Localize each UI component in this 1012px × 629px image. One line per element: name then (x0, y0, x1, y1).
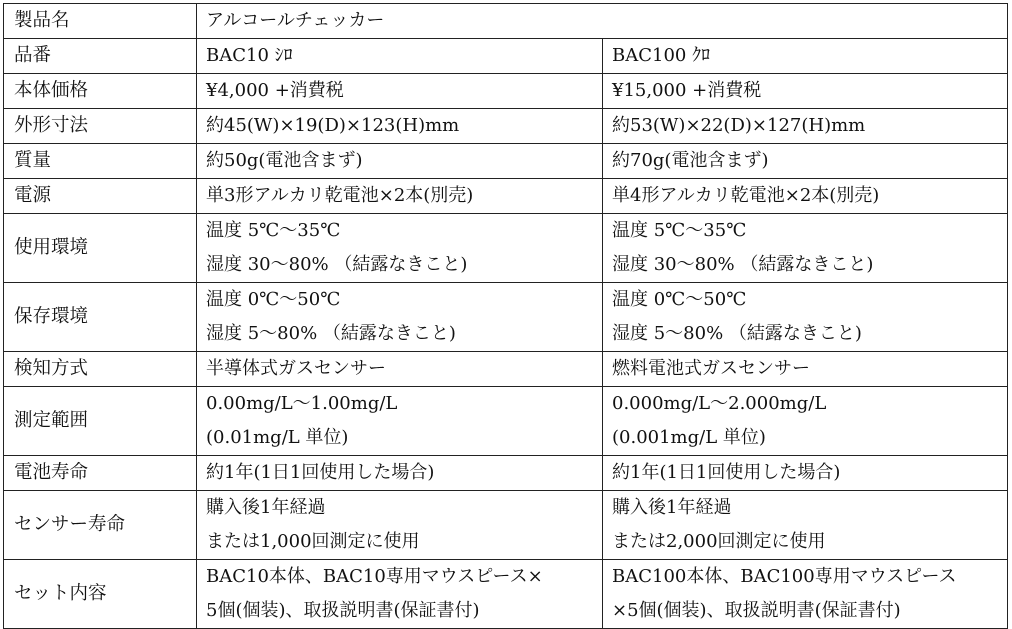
table-row (4, 144, 1008, 179)
cell-line: 湿度 5～80% （結露なきこと) (206, 323, 456, 344)
table-row (4, 283, 1008, 352)
table-row (4, 352, 1008, 387)
cell-line: 温度 0℃～50℃ (612, 289, 747, 310)
cell-line: ¥15,000 +消費税 (612, 80, 762, 101)
row-label-storage-env: 保存環境 (4, 283, 197, 352)
bac100-cell (603, 39, 1008, 74)
bac100-cell (603, 109, 1008, 144)
cell-line: 5個(個装)、取扱説明書(保証書付) (206, 600, 480, 621)
bac10-cell (197, 39, 603, 74)
bac10-cell (197, 560, 603, 629)
table-row (4, 4, 1008, 39)
table-row (4, 74, 1008, 109)
bac100-cell (603, 352, 1008, 387)
row-label-operating-env: 使用環境 (4, 214, 197, 283)
table-row (4, 491, 1008, 560)
table-row (4, 109, 1008, 144)
cell-line: ×5個(個装)、取扱説明書(保証書付) (612, 600, 901, 621)
cell-line: 単4形アルカリ乾電池×2本(別売) (612, 185, 880, 206)
cell-line: 0.00mg/L～1.00mg/L (206, 393, 398, 414)
bac100-cell (603, 74, 1008, 109)
cell-line: 購入後1年経過 (206, 497, 326, 518)
cell-line: BAC10本体、BAC10専用マウスピース× (206, 566, 543, 587)
cell-line: BAC100 ｸﾛ (612, 45, 711, 66)
cell-line: 湿度 30～80% （結露なきこと) (612, 254, 874, 275)
bac10-cell (197, 109, 603, 144)
product-name-value: アルコールチェッカー (197, 4, 1008, 39)
row-label-package-contents: セット内容 (4, 560, 197, 629)
bac100-cell (603, 387, 1008, 456)
cell-line: または1,000回測定に使用 (206, 531, 420, 552)
cell-line: BAC10 ｼﾛ (206, 45, 293, 66)
row-label-power: 電源 (4, 179, 197, 214)
row-label-battery-life: 電池寿命 (4, 456, 197, 491)
bac10-cell (197, 283, 603, 352)
cell-line: (0.01mg/L 単位) (206, 427, 349, 448)
cell-line: 単3形アルカリ乾電池×2本(別売) (206, 185, 474, 206)
cell-line: または2,000回測定に使用 (612, 531, 826, 552)
row-label-model-number: 品番 (4, 39, 197, 74)
bac100-cell (603, 560, 1008, 629)
cell-line: 湿度 30～80% （結露なきこと) (206, 254, 468, 275)
bac10-cell (197, 144, 603, 179)
cell-line: 半導体式ガスセンサー (206, 358, 386, 379)
bac100-cell (603, 214, 1008, 283)
cell-line: 約70g(電池含まず) (612, 150, 769, 171)
cell-line: BAC100本体、BAC100専用マウスピース (612, 566, 957, 587)
cell-line: 約50g(電池含まず) (206, 150, 363, 171)
bac10-cell (197, 214, 603, 283)
cell-line: 湿度 5～80% （結露なきこと) (612, 323, 862, 344)
cell-line: 約1年(1日1回使用した場合) (612, 462, 841, 483)
cell-line: 約1年(1日1回使用した場合) (206, 462, 435, 483)
bac10-cell (197, 456, 603, 491)
bac100-cell (603, 283, 1008, 352)
table-row (4, 179, 1008, 214)
bac100-cell (603, 456, 1008, 491)
bac10-cell (197, 387, 603, 456)
bac10-cell (197, 491, 603, 560)
row-label-weight: 質量 (4, 144, 197, 179)
cell-line: 購入後1年経過 (612, 497, 732, 518)
row-label-price: 本体価格 (4, 74, 197, 109)
cell-line: 温度 5℃～35℃ (612, 220, 747, 241)
bac10-cell (197, 74, 603, 109)
bac10-cell (197, 179, 603, 214)
cell-line: 温度 0℃～50℃ (206, 289, 341, 310)
table-row (4, 560, 1008, 629)
cell-line: 燃料電池式ガスセンサー (612, 358, 810, 379)
cell-line: ¥4,000 +消費税 (206, 80, 344, 101)
bac10-cell (197, 352, 603, 387)
table-row (4, 39, 1008, 74)
cell-line: 約53(W)×22(D)×127(H)mm (612, 115, 866, 136)
cell-line: 温度 5℃～35℃ (206, 220, 341, 241)
bac100-cell (603, 491, 1008, 560)
cell-line: 約45(W)×19(D)×123(H)mm (206, 115, 460, 136)
row-label-dimensions: 外形寸法 (4, 109, 197, 144)
row-label-sensor-life: センサー寿命 (4, 491, 197, 560)
bac100-cell (603, 144, 1008, 179)
row-label-detection-method: 検知方式 (4, 352, 197, 387)
spec-table-body (4, 4, 1008, 629)
cell-line: 0.000mg/L～2.000mg/L (612, 393, 827, 414)
table-row (4, 387, 1008, 456)
spec-table (3, 3, 1008, 629)
bac100-cell (603, 179, 1008, 214)
cell-line: (0.001mg/L 単位) (612, 427, 766, 448)
table-row (4, 214, 1008, 283)
row-label-measurement-range: 測定範囲 (4, 387, 197, 456)
row-label-product-name: 製品名 (4, 4, 197, 39)
table-row (4, 456, 1008, 491)
